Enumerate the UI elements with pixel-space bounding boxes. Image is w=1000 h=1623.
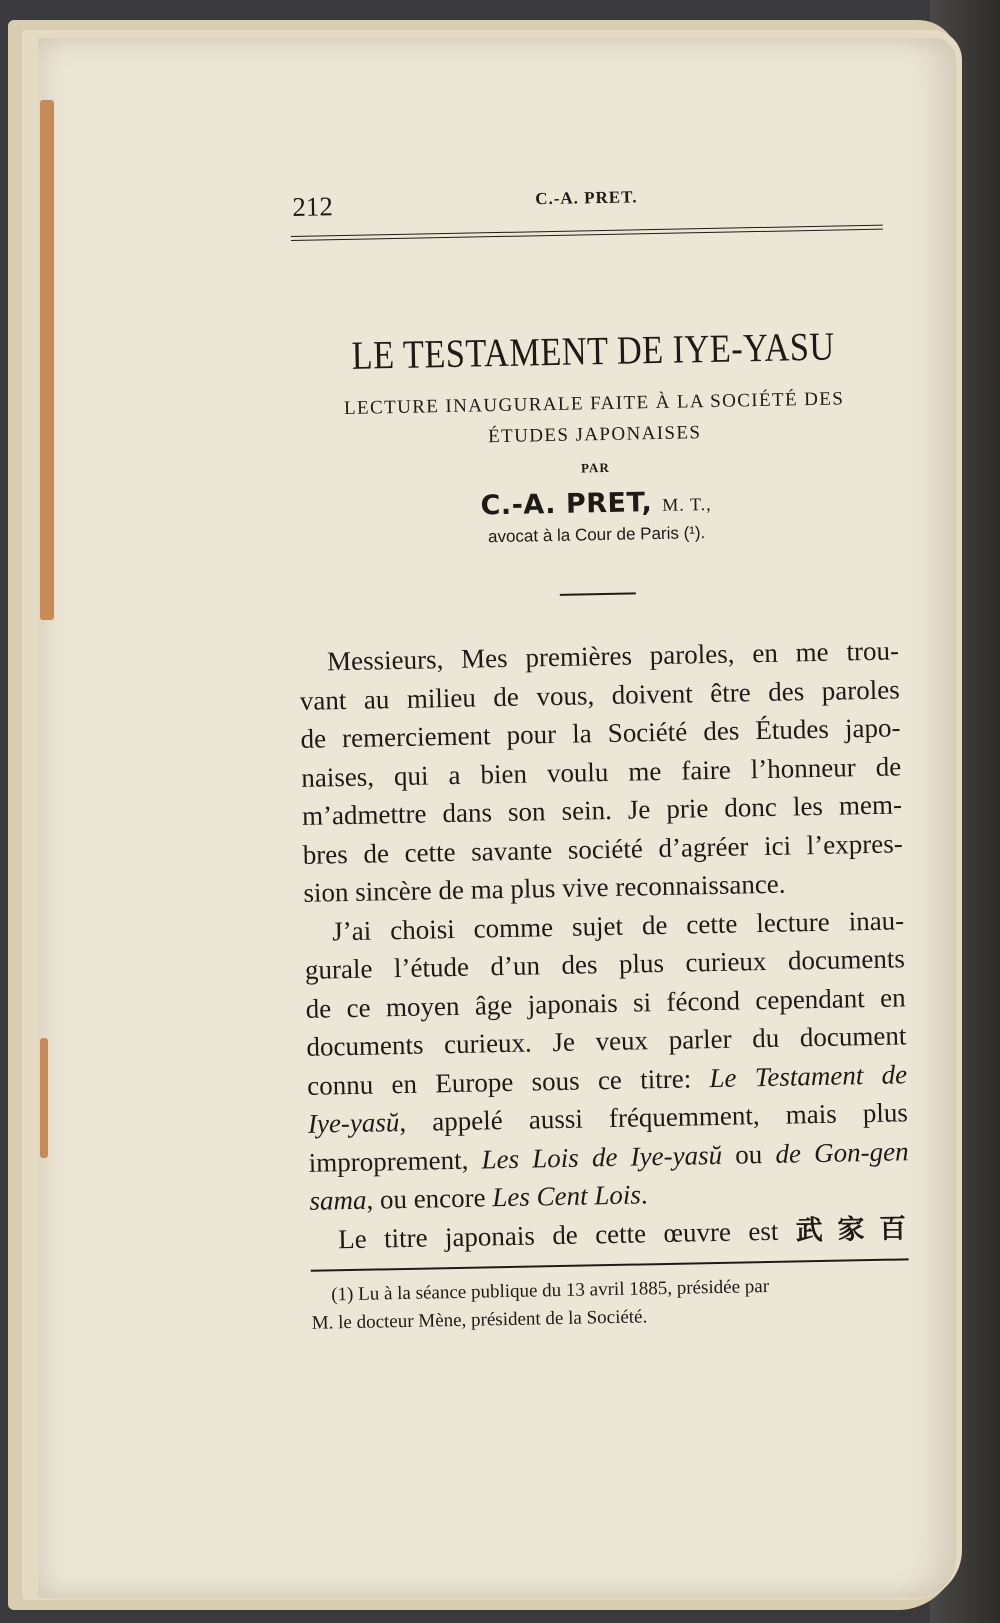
footnote-rule <box>311 1258 909 1271</box>
body-line: gurale l’étude d’un des plus curieux documents <box>304 943 906 985</box>
text-run: ou <box>721 1138 776 1170</box>
italic-title: Les Cent Lois <box>492 1179 642 1213</box>
torn-edge <box>40 100 54 620</box>
italic-title: Iye-yasŭ <box>307 1107 400 1139</box>
page-number: 212 <box>292 191 334 222</box>
text-run: improprement, <box>308 1144 482 1178</box>
body-line: bres de cette savante société d’agréer ici l’expres- <box>302 827 903 870</box>
running-head: C.-A. PRET. <box>535 187 638 209</box>
subtitle-line: LECTURE INAUGURALE FAITE À LA SOCIÉTÉ DES <box>343 388 845 420</box>
article-subtitle <box>294 382 895 456</box>
footnote <box>311 1270 912 1338</box>
footnote-line: (1) Lu à la séance publique du 13 avril 1885, présidée par <box>331 1275 770 1305</box>
author-affiliation: avocat à la Cour de Paris (¹). <box>487 523 706 547</box>
text-run: . <box>640 1179 648 1210</box>
par-label: PAR <box>580 459 610 476</box>
body-line: vant au milieu de vous, doivent être des paroles <box>299 673 900 716</box>
text-run: , ou encore <box>366 1182 493 1215</box>
author-name: C.-A. PRET, <box>480 487 653 522</box>
body-line: Messieurs, Mes premières paroles, en me trou- <box>326 635 900 677</box>
japanese-title: 武家百 <box>795 1212 911 1246</box>
subtitle-line: ÉTUDES JAPONAISES <box>487 422 702 448</box>
author-suffix: M. T., <box>662 493 712 515</box>
text-run: , appelé aussi fréquemment, mais plus <box>399 1097 909 1138</box>
text-run: connu en Europe sous ce titre: <box>306 1062 710 1101</box>
torn-edge <box>40 1038 48 1158</box>
page-content <box>290 178 912 1337</box>
body-line: de ce moyen âge japonais si fécond cependant en <box>305 981 906 1024</box>
article-title: LE TESTAMENT DE IYE-YASU <box>351 323 836 378</box>
text-run: Le titre japonais de cette œuvre est <box>337 1214 797 1254</box>
author-line <box>296 482 896 525</box>
footnote-line: M. le docteur Mène, président de la Société. <box>311 1305 648 1334</box>
italic-title: Les Lois de Iye-yasŭ <box>481 1139 723 1174</box>
body-line: J’ai choisi comme sujet de cette lecture inau- <box>331 904 905 946</box>
body-line: sion sincère de ma plus vive reconnaissance. <box>303 868 786 908</box>
italic-title: sama <box>309 1184 367 1216</box>
body-line: naises, qui a bien voulu me faire l’honneur de <box>300 750 902 793</box>
section-rule <box>560 592 636 595</box>
body-line: de remerciement pour la Société des Études japo- <box>300 712 901 754</box>
italic-title: de Gon-gen <box>775 1135 909 1169</box>
italic-title: Le Testament de <box>709 1058 908 1093</box>
article-body <box>299 631 911 1259</box>
body-line: documents curieux. Je veux parler du document <box>306 1020 907 1062</box>
body-line: m’admettre dans son sein. Je prie donc les mem- <box>301 789 903 831</box>
